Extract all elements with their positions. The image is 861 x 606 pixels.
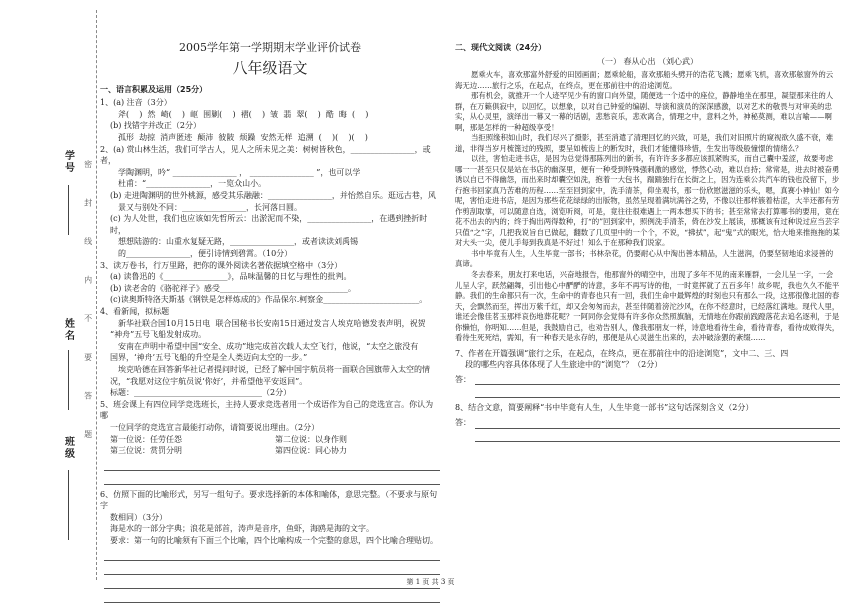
- answer-label: 答：: [455, 374, 471, 384]
- right-column: [455, 40, 840, 445]
- option-3: 第三位说：赏罚分明: [110, 446, 182, 456]
- question-3c: (c)读奥斯特洛夫斯基《钢铁是怎样炼成的》作品保尔.柯察金________________________。: [110, 295, 428, 305]
- question-2c: (c) 为人处世，我们也应该如先哲所云：出淤泥而不染，________________，在遇到挫折时时，: [110, 214, 428, 235]
- page-number: 第 1 页 共 3 页: [406, 578, 455, 586]
- binding-margin: [0, 0, 100, 596]
- answer-line[interactable]: [104, 592, 440, 603]
- question-5-options: [100, 434, 440, 446]
- news-title-field[interactable]: 标题：________________________________（2分）: [110, 388, 292, 398]
- question-2c-line3: 的________________，便引诗情到碧霄。（10分）: [118, 249, 293, 258]
- news-line: 安南在声明中希望中国“安全、成功”地完成首次载人太空飞行，他说，“太空之旅没有: [118, 341, 419, 351]
- answer-line[interactable]: [104, 474, 440, 485]
- answer-line[interactable]: [104, 564, 440, 575]
- question-2a-line3: 杜甫：“________________，一览众山小。: [118, 179, 267, 189]
- question-7: 7、作者在开篇强调“旅行之乐，在起点，在终点，更在那前往中的沿途浏览”，文中二、三、四: [455, 348, 789, 358]
- question-1: 1、(a) 注音（3分）: [100, 98, 172, 108]
- passage-paragraph: 那有机会，就推开一个人迹罕见少有的窗口向外望，随便选一个适中的座位，静静地坐在那里，凝望那来往的人群，在万籁俱寂中，以回忆，以想象，以对自己钟爱的编剧、导演和演员的深深感激，以对艺术的敬畏与对审美的忠实，从心灵里，演绎出一幕又一幕的话剧，悲愁哀乐，悲欢离合，情理之中，意料之外，神秘莫测，难以言喻——啊啊，那是怎样的一种超级享受！: [455, 91, 834, 132]
- name-line: [68, 350, 69, 410]
- section-2-heading: 二、现代文阅读（24分）: [455, 43, 547, 52]
- question-3b: (b) 读老舍的《骆驼祥子》感受________________________________。: [110, 283, 356, 293]
- class-label: 班级: [62, 436, 74, 460]
- option-4: 第四位说：同心协力: [275, 446, 347, 456]
- question-5: 5、班会课上有四位同学竞选班长，主持人要求竞选者用一个成语作为自己的竞选宣言。你认为哪: [100, 399, 434, 421]
- option-1: 第一位说：任劳任怨: [110, 434, 182, 444]
- name-label: 姓名: [62, 318, 74, 342]
- answer-row[interactable]: [455, 417, 840, 429]
- question-3: 3、读万卷书，行万里路，把你的课外阅读名著依据填空格中（3分）: [100, 260, 343, 270]
- news-line: 埃克哈德在回答新华社记者提问时说，已经了解中国宇航员将一面联合国旗带入太空的情: [118, 364, 430, 374]
- answer-row[interactable]: [455, 374, 840, 386]
- question-5-options: [100, 445, 440, 457]
- question-5-line2: 一位同学的竞选宣言最能打动你，请简要说出理由。（2分）: [110, 422, 320, 432]
- answer-line[interactable]: [104, 460, 440, 471]
- left-column: [100, 40, 440, 606]
- news-line: 新华社联合国10月15日电 联合国秘书长安南15日通过发言人埃克哈德发表声明，祝贺: [118, 318, 426, 328]
- question-2a: 2、(a) 赏山林生活，我们可学古人，见人之所未见之美：树树皆秋色，________________，或者，: [100, 144, 431, 166]
- subject-title: 八年级语文: [232, 58, 308, 77]
- question-1b-words: 孤形 劫掠 消声匿迹 颠沛 彼陂 烦躁 安然无样 追溯 ( )( )( ): [118, 133, 368, 143]
- student-id-line: [68, 185, 69, 235]
- question-1b: (b) 找错字并改正（2分）: [110, 121, 201, 131]
- question-2b-line2: 景又与别处不同：________________，长河落日圆。: [118, 202, 302, 212]
- question-6-line2: 数相同）（3分）: [110, 512, 168, 522]
- answer-line[interactable]: [104, 550, 440, 561]
- answer-label: 答：: [455, 417, 471, 427]
- news-line: “神舟”五号飞船发射成功。: [110, 330, 207, 340]
- answer-line[interactable]: [475, 419, 840, 429]
- question-6: 6、仿照下面的比喻形式，另写一组句子。要求选择新的本体和喻体，意思完整。（不要求与原句字: [100, 489, 438, 511]
- question-2c-line2: 想想陆游的：山重水复疑无路，________________，或者读读刘禹锡: [118, 237, 358, 247]
- question-4: 4、看新闻，拟标题: [100, 306, 170, 316]
- answer-line[interactable]: [475, 432, 840, 442]
- news-line: 国界，‘神舟’五号飞船的升空是全人类迈向太空的一步。”: [110, 353, 308, 363]
- option-2: 第二位说：以身作则: [275, 434, 347, 444]
- question-6-requirement: 要求：第一句的比喻须有下面三个比喻，四个比喻构成一个完整的意思，四个比喻合理贴切。: [110, 536, 438, 546]
- section-1-heading: 一、语言积累及运用（25分）: [100, 84, 208, 94]
- question-2a-line2: 学陶渊明，吟“ ________________ ， ________________ ”，也可以学: [118, 167, 361, 177]
- passage-paragraph: 以往，害怕走进书店，是因为总觉得那陈列出的新书，有许许多多都应该抓紧购买，而自己囊中羞涩，故要考虑哪一一甚至只仅是站在书店的幽深里，便有一种受到特殊强刺激的感觉，悸然心动，难以自持；常常是，进去时被奋勇诱以自已不得幽怨，而出来时却囊空如洗，抱着一大包书，踹踹独行在长街之上，因为连乘公共汽车的钱也没留下，步行抱书回家真乃苦难的历程……至至回到家中，洗手清茶，仰坐观书，那一份欣慰滋滋的乐头，嗯，真赛小神仙！如今呢，害怕走进书店，是因为那些花花绿绿的出版物，虽然呈现着满坑满谷之势，不像以往那样簇着枯涩，大半还都有劳作剪刮取掌，可以随意自选，浏览听阅，可是，竟往往很难遇上一两本想买下的书；甚至常常去打算哪书的要用，竟在花不出去的内的；终于掏出两得数种，打“的”回到家中，照例洗手清茶，倚在沙发上展读，那概该有过种说过应当芸字只值“之”字，几把我说旨自已做起，翻数了几页里中的一个个，不说，“拂拭”，起“鬼”式的眼光，恰大地来推拖拖的某对大头一尖，使儿手每到我真是不好过！知么于在那种我们说家。: [455, 154, 840, 248]
- question-6-example: 海是水的一部分字典；浪花是部首，涛声是音序，鱼虾，海鸥是海的文字。: [110, 524, 374, 534]
- exam-title: 2005学年第一学期期末学业评价试卷: [179, 41, 361, 54]
- question-8: 8、结合文意，简要阐释“书中毕竟有人生，人生毕竟一部书”这句话深刻含义（2分）: [455, 403, 754, 413]
- news-line: 况，“我愿对这位宇航员说‘你好’，并希望他平安返回”。: [110, 376, 308, 386]
- seal-line: [96, 10, 97, 580]
- class-line: [68, 470, 69, 540]
- answer-line[interactable]: [475, 388, 840, 398]
- question-7-line2: 段的哪些内容具体体现了人生旅途中的“浏览”？（2分）: [465, 360, 663, 370]
- question-1-words: 斧( ) 然 崎( ) 岖 围剿( ) 褶( ) 皱 翡 翠( ) 酷 晦 ( ): [118, 109, 369, 119]
- passage-paragraph: 当拒照缘积如山时，我们尽兴了摄影，甚至消遣了清理回忆的兴致，可是，我们对旧照片的窥视欲久盛不衰，难道，非得当岁月梳篦过的残照，要呈如梳齿上的断发时，我们才能懂得珍惜，生发出等级般憧憬的情绪么？: [455, 133, 834, 153]
- passage-heading: （一） 春从心出 （刘心武）: [596, 56, 699, 66]
- student-id-label: 学号: [62, 150, 74, 174]
- passage-paragraph: 愿乘火车，喜欢那富外舒爱的田园画面；愿乘轮船，喜欢那船头劈开的浩花飞溅；愿乘飞机，喜欢那舷窗外的云海无边……旅行之乐，在起点，在终点，更在那前往中的沿途浏览。: [455, 70, 834, 90]
- passage-paragraph: 冬去春来，朋友打来电话，兴奋地报告，他那窗外的晴空中，出现了多年不见的南来雁群，一会儿呈一字，一会儿呈人字，跃然翩舞，引出他心中酽酽的诗意，多年不再写诗的他，一时竟挥就了五百多年！故乡呢，我也久久不能平静。我们的生命都只有一次，生命中的青春也只有一回，我们生命中最辉煌的时刻也只有那么一段，这那很像北国的春天，会飘然而至，挥出万紫千红，却又会匆匆而去，甚至伴随着滂沱沙风，在你不经意时，已经落红满地。现代人里，谁还会像佳茗玉那样哀伤地葬花呢？一阿同你会觉得有许多你众然照旗脑，无情地在你跟前践蹬落花去追名逐利，于是你懒怕，你明知……但是，我鼓励自己，也劝告别人，像我那朋友一样，诗意地看待生命，看待青春，看待成败得失，看待生死死结，需知，有一种春天是永存的，那便是从心灵滋生出来的，去冲破涂猥的紊缀……: [455, 269, 840, 343]
- question-3a: (a) 读鲁迅的《________________》，品味温馨的日忆与理性的批判。: [110, 272, 352, 282]
- question-2b: (b) 走进陶渊明的世外桃源，感受其乐融融：________________，并怡然自乐。逛远古巷，风: [110, 191, 436, 201]
- passage-paragraph: 书中毕竟有人生，人生毕竟一部书；书林杂花，仍要耐心从中淘出善本精品，人生滋润，仍要坚韧地追求浸善的真谛。: [455, 248, 834, 269]
- seal-notice: 密 封 线 内 不 要 答 题: [83, 160, 93, 452]
- answer-line[interactable]: [475, 375, 840, 385]
